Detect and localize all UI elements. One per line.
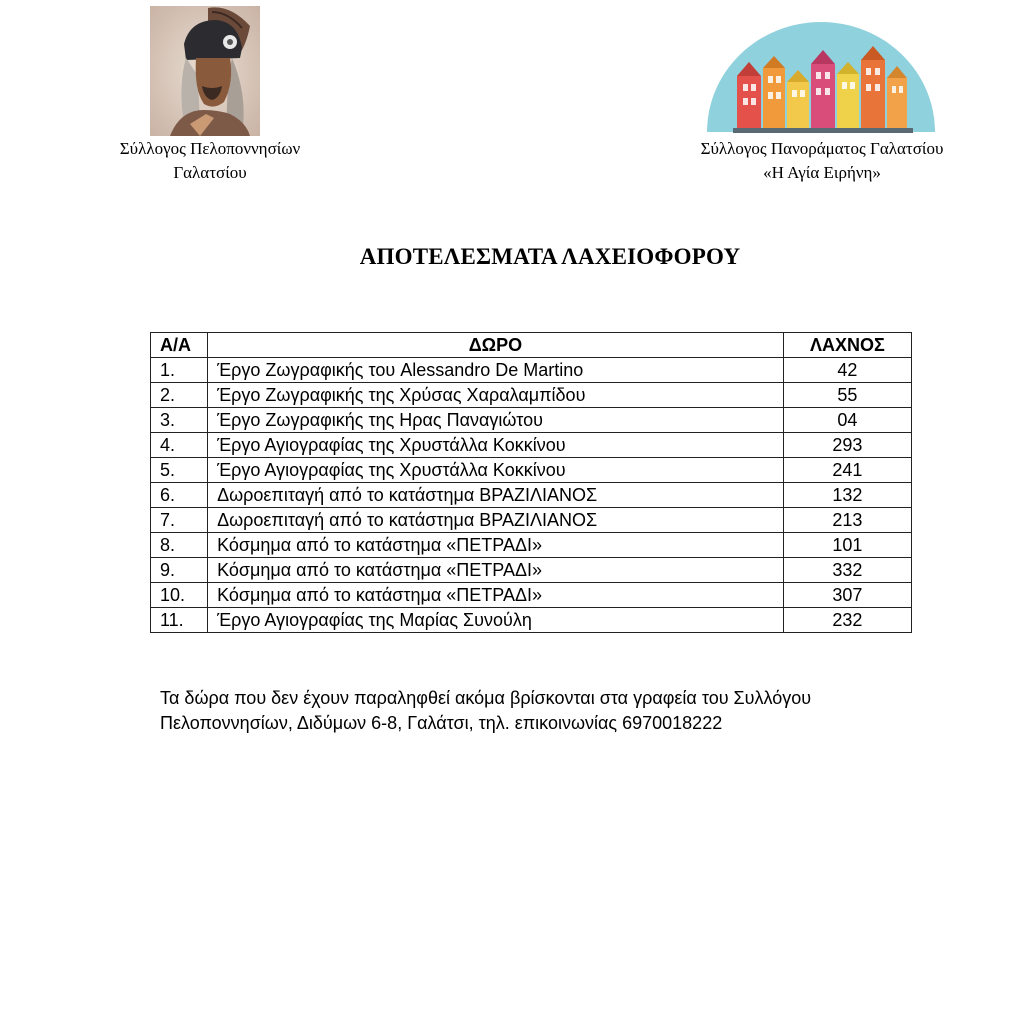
row-number: 04 [783, 408, 911, 433]
page-title: ΑΠΟΤΕΛΕΣΜΑΤΑ ΛΑΧΕΙΟΦΟΡΟΥ [359, 244, 741, 269]
left-org-location: Γαλατσίου [173, 163, 247, 182]
row-aa: 6. [151, 483, 208, 508]
row-number: 307 [783, 583, 911, 608]
row-gift: Έργο Αγιογραφίας της Μαρίας Συνούλη [208, 608, 784, 633]
row-number: 332 [783, 558, 911, 583]
row-aa: 8. [151, 533, 208, 558]
header-aa: Α/Α [151, 333, 208, 358]
row-number: 232 [783, 608, 911, 633]
houses-logo [703, 18, 939, 136]
row-number: 42 [783, 358, 911, 383]
left-org-name: Σύλλογος Πελοποννησίων [119, 139, 301, 158]
right-org-subtitle: «Η Αγία Ειρήνη» [763, 163, 881, 182]
results-table [150, 332, 912, 633]
row-aa: 9. [151, 558, 208, 583]
row-aa: 11. [151, 608, 208, 633]
table-row [151, 508, 912, 533]
table-row [151, 483, 912, 508]
row-number: 132 [783, 483, 911, 508]
table-row [151, 558, 912, 583]
right-org-name: Σύλλογος Πανοράματος Γαλατσίου [700, 139, 944, 158]
table-row [151, 433, 912, 458]
row-gift: Έργο Αγιογραφίας της Χρυστάλλα Κοκκίνου [208, 433, 784, 458]
row-gift: Κόσμημα από το κατάστημα «ΠΕΤΡΑΔΙ» [208, 583, 784, 608]
row-aa: 1. [151, 358, 208, 383]
left-organization [80, 137, 340, 185]
row-aa: 3. [151, 408, 208, 433]
header-gift: ΔΩΡΟ [208, 333, 784, 358]
right-organization [652, 137, 992, 185]
row-aa: 2. [151, 383, 208, 408]
note-line-1: Τα δώρα που δεν έχουν παραληφθεί ακόμα βρίσκονται στα γραφεία του Συλλόγου [160, 688, 812, 708]
table-row [151, 408, 912, 433]
row-number: 213 [783, 508, 911, 533]
row-number: 241 [783, 458, 911, 483]
row-aa: 5. [151, 458, 208, 483]
portrait-logo [150, 6, 260, 136]
table-row [151, 533, 912, 558]
row-gift: Έργο Ζωγραφικής της Χρύσας Χαραλαμπίδου [208, 383, 784, 408]
row-number: 101 [783, 533, 911, 558]
row-gift: Κόσμημα από το κατάστημα «ΠΕΤΡΑΔΙ» [208, 558, 784, 583]
table-row [151, 383, 912, 408]
table-row [151, 458, 912, 483]
row-aa: 7. [151, 508, 208, 533]
table-row [151, 358, 912, 383]
table-row [151, 583, 912, 608]
row-gift: Έργο Ζωγραφικής της Ηρας Παναγιώτου [208, 408, 784, 433]
row-number: 293 [783, 433, 911, 458]
pickup-note [160, 686, 980, 736]
table-header-row [151, 333, 912, 358]
row-gift: Κόσμημα από το κατάστημα «ΠΕΤΡΑΔΙ» [208, 533, 784, 558]
row-number: 55 [783, 383, 911, 408]
row-gift: Έργο Αγιογραφίας της Χρυστάλλα Κοκκίνου [208, 458, 784, 483]
row-gift: Δωροεπιταγή από το κατάστημα ΒΡΑΖΙΛΙΑΝΟΣ [208, 483, 784, 508]
row-gift: Δωροεπιταγή από το κατάστημα ΒΡΑΖΙΛΙΑΝΟΣ [208, 508, 784, 533]
table-row [151, 608, 912, 633]
header-number: ΛΑΧΝΟΣ [783, 333, 911, 358]
row-aa: 4. [151, 433, 208, 458]
note-line-2: Πελοποννησίων, Διδύμων 6-8, Γαλάτσι, τηλ. επικοινωνίας 6970018222 [160, 713, 723, 733]
row-aa: 10. [151, 583, 208, 608]
row-gift: Έργο Ζωγραφικής του Alessandro De Martino [208, 358, 784, 383]
